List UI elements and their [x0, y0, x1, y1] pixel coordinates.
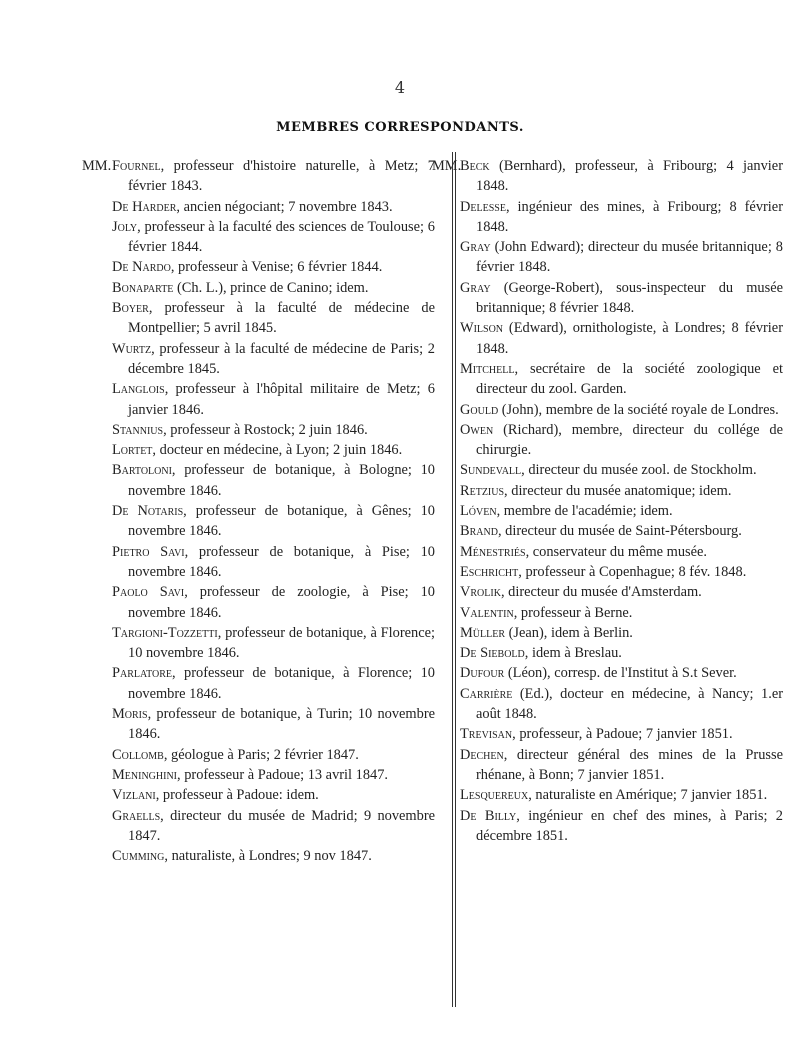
member-entry: [460, 197, 783, 238]
member-name: Meninghini: [112, 766, 178, 783]
member-details: (Bernhard), professeur, à Fribourg; 4 janvier 1848.: [476, 158, 783, 195]
left-column-prefix: MM.: [82, 158, 112, 174]
member-name: Stannius: [112, 421, 164, 438]
right-column-prefix: MM.: [432, 158, 462, 174]
member-details: (Ch. L.), prince de Canino; idem.: [173, 279, 369, 296]
member-details: , professeur de botanique, à Gênes; 10 novembre 1846.: [128, 503, 435, 540]
member-name: De Nardo: [112, 259, 171, 276]
left-entry-list: [112, 156, 435, 866]
member-entry: [460, 684, 783, 725]
member-entry: [112, 379, 435, 420]
member-name: Moris: [112, 706, 148, 723]
member-details: , professeur à l'hôpital militaire de Metz; 6 janvier 1846.: [128, 381, 435, 418]
member-details: , directeur du musée d'Amsterdam.: [500, 584, 702, 601]
member-name: Cumming: [112, 848, 165, 865]
member-name: Owen: [460, 421, 494, 438]
member-name: Gray: [460, 239, 491, 256]
member-name: Delesse: [460, 198, 506, 215]
member-entry: [460, 663, 783, 683]
member-entry: [112, 745, 435, 765]
member-details: , secrétaire de la société zoologique et directeur du zool. Garden.: [476, 360, 783, 398]
member-entry: [460, 460, 783, 480]
member-entry: [112, 217, 435, 258]
member-name: Brand: [460, 523, 498, 540]
column-divider-inner: [455, 152, 456, 1007]
member-name: Paolo Savi: [112, 584, 185, 601]
member-details: , professeur à la faculté des sciences de Toulouse; 6 février 1844.: [128, 218, 435, 256]
member-details: , professeur, à Padoue; 7 janvier 1851.: [512, 726, 733, 743]
member-details: , directeur du musée zool. de Stockholm.: [521, 462, 757, 479]
member-details: , professeur de botanique, à Turin; 10 novembre 1846.: [128, 706, 435, 743]
member-entry: [460, 237, 783, 278]
member-details: (Léon), corresp. de l'Institut à S.t Sever.: [504, 665, 737, 682]
member-entry: [460, 156, 783, 197]
member-entry: [460, 420, 783, 461]
member-details: , professeur de botanique, à Florence; 10 novembre 1846.: [128, 665, 435, 702]
member-details: , géologue à Paris; 2 février 1847.: [163, 746, 359, 763]
member-name: De Notaris: [112, 503, 184, 520]
member-name: Trevisan: [460, 726, 513, 743]
member-entry: [460, 318, 783, 359]
member-entry: [460, 359, 783, 400]
member-name: Gray: [460, 279, 491, 296]
member-entry: [460, 623, 783, 643]
member-name: Mitchell: [460, 360, 515, 377]
member-name: Targioni-Tozzetti: [112, 624, 218, 641]
member-name: Sundevall: [460, 462, 522, 479]
member-details: , ingénieur des mines, à Fribourg; 8 février 1848.: [476, 198, 783, 235]
column-divider: [452, 152, 453, 1007]
member-details: , professeur à Copenhague; 8 fév. 1848.: [518, 563, 747, 580]
member-entry: [460, 582, 783, 602]
member-entry: [112, 806, 435, 847]
member-name: Gould: [460, 401, 499, 418]
member-entry: [112, 765, 435, 785]
member-name: Boyer: [112, 300, 149, 317]
member-details: (Jean), idem à Berlin.: [505, 624, 633, 641]
member-entry: [112, 663, 435, 704]
member-entry: [460, 501, 783, 521]
member-name: Lóven: [460, 503, 497, 520]
member-name: Vizlani: [112, 787, 156, 804]
member-details: , directeur du musée anatomique; idem.: [504, 482, 732, 499]
member-entry: [112, 156, 435, 197]
member-details: , professeur de botanique, à Florence; 10 novembre 1846.: [128, 624, 435, 662]
member-details: , ingénieur en chef des mines, à Paris; 2 décembre 1851.: [476, 807, 784, 844]
member-name: Graells: [112, 807, 161, 824]
member-name: Beck: [460, 158, 490, 174]
member-entry: [112, 785, 435, 805]
page-number: 4: [394, 78, 406, 97]
section-heading: MEMBRES CORRESPONDANTS.: [276, 120, 524, 135]
member-entry: [460, 603, 783, 623]
member-name: Ménestriés: [460, 543, 526, 560]
member-details: , conservateur du même musée.: [525, 543, 707, 560]
member-name: Parlatore: [112, 665, 173, 682]
member-name: Joly: [112, 218, 138, 235]
member-entry: [112, 582, 435, 623]
member-details: , idem à Breslau.: [524, 645, 622, 662]
member-entry: [460, 806, 783, 847]
member-details: , professeur à Rostock; 2 juin 1846.: [163, 421, 368, 438]
member-name: Lesquereux: [460, 787, 529, 804]
member-entry: [112, 197, 435, 217]
member-entry: [460, 643, 783, 663]
member-details: , naturaliste en Amérique; 7 janvier 1851.: [528, 787, 768, 804]
member-details: , docteur en médecine, à Lyon; 2 juin 1846.: [152, 442, 403, 459]
member-entry: [460, 481, 783, 501]
member-entry: [112, 440, 435, 460]
member-entry: [112, 460, 435, 501]
member-entry: [112, 298, 435, 339]
member-name: Pietro Savi: [112, 543, 185, 560]
member-name: De Siebold: [460, 645, 525, 662]
member-name: Bartoloni: [112, 462, 172, 479]
member-details: , professeur de zoologie, à Pise; 10 novembre 1846.: [128, 584, 435, 621]
member-name: Wilson: [460, 320, 504, 337]
member-details: , professeur de botanique, à Bologne; 10 novembre 1846.: [128, 462, 435, 499]
member-entry: [460, 724, 783, 744]
member-entry: [460, 400, 783, 420]
member-details: , professeur à Berne.: [513, 604, 633, 621]
member-name: Bonaparte: [112, 279, 174, 296]
member-details: (John), membre de la société royale de Londres.: [498, 401, 779, 418]
member-name: Fournel: [112, 158, 161, 174]
member-name: Dechen: [460, 746, 504, 763]
member-entry: [112, 501, 435, 542]
member-name: Valentin: [460, 604, 514, 621]
member-details: , naturaliste, à Londres; 9 nov 1847.: [164, 848, 372, 865]
member-entry: [460, 562, 783, 582]
member-entry: [112, 704, 435, 745]
member-details: , professeur à la faculté de médecine de Paris; 2 décembre 1845.: [128, 340, 435, 377]
member-details: , directeur du musée de Madrid; 9 novembre 1847.: [128, 807, 435, 844]
member-details: (Edward), ornithologiste, à Londres; 8 février 1848.: [476, 320, 783, 357]
member-details: (George-Robert), sous-inspecteur du musée britannique; 8 février 1848.: [476, 279, 783, 317]
member-entry: [460, 278, 783, 319]
right-entry-list: [460, 156, 783, 846]
member-name: Wurtz: [112, 340, 152, 357]
member-name: De Billy: [460, 807, 517, 824]
member-name: Langlois: [112, 381, 165, 398]
member-details: , professeur à Padoue: idem.: [155, 787, 319, 804]
member-name: Eschricht: [460, 563, 519, 580]
member-entry: [112, 257, 435, 277]
left-column: [82, 156, 435, 866]
member-details: (Richard), membre, directeur du collége de chirurgie.: [476, 421, 783, 459]
member-details: , professeur d'histoire naturelle, à Metz; 7 février 1843.: [128, 158, 435, 195]
member-details: , ancien négociant; 7 novembre 1843.: [176, 198, 393, 215]
member-name: Collomb: [112, 746, 164, 763]
member-name: Carrière: [460, 685, 513, 702]
member-details: , directeur général des mines de la Prusse rhénane, à Bonn; 7 janvier 1851.: [476, 746, 783, 783]
member-details: (John Edward); directeur du musée britannique; 8 février 1848.: [476, 239, 783, 276]
member-entry: [460, 745, 783, 786]
member-details: , professeur à Padoue; 13 avril 1847.: [177, 766, 389, 783]
member-details: (Ed.), docteur en médecine, à Nancy; 1.er août 1848.: [476, 685, 783, 723]
member-entry: [460, 542, 783, 562]
member-name: Lortet: [112, 442, 153, 459]
member-details: , membre de l'académie; idem.: [496, 503, 673, 520]
member-name: De Harder: [112, 198, 177, 215]
member-details: , directeur du musée de Saint-Pétersbourg.: [497, 523, 742, 540]
member-entry: [460, 521, 783, 541]
right-column: [432, 156, 784, 846]
member-entry: [112, 542, 435, 583]
member-entry: [460, 785, 783, 805]
member-entry: [112, 420, 435, 440]
member-details: , professeur à Venise; 6 février 1844.: [170, 259, 383, 276]
member-name: Vrolik: [460, 584, 501, 601]
member-details: , professeur à la faculté de médecine de Montpellier; 5 avril 1845.: [128, 300, 435, 337]
member-entry: [112, 623, 435, 664]
member-name: Dufour: [460, 665, 505, 682]
member-entry: [112, 339, 435, 380]
member-details: , professeur de botanique, à Pise; 10 novembre 1846.: [128, 543, 435, 580]
member-entry: [112, 278, 435, 298]
member-entry: [112, 846, 435, 866]
member-name: Müller: [460, 624, 506, 641]
member-name: Retzius: [460, 482, 505, 499]
